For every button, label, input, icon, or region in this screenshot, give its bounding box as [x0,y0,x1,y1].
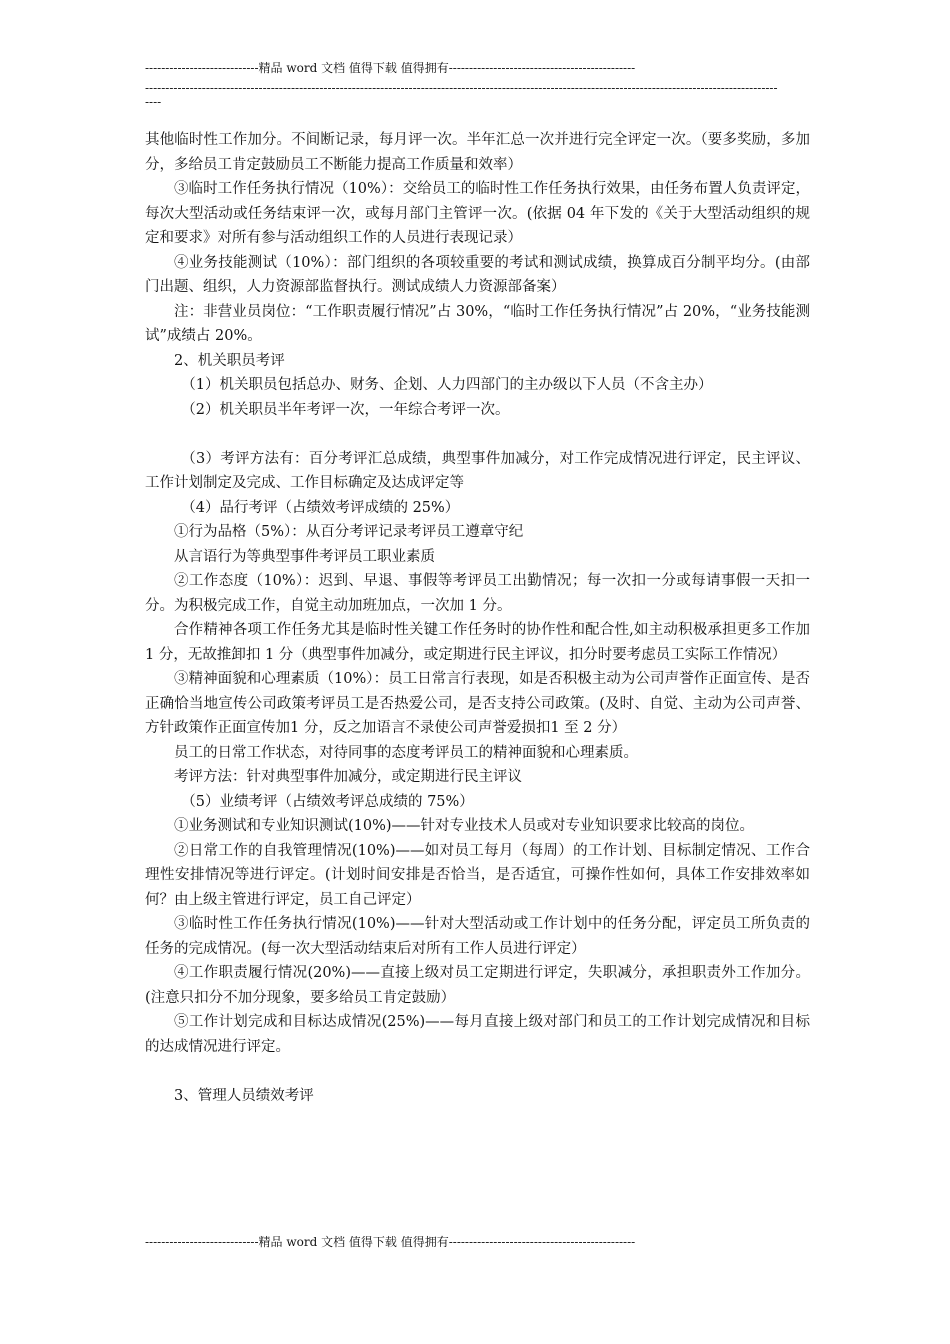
blank-line [145,1059,810,1084]
header-divider: ------------------------------------------------------------------------------------------------------------------------------------------------------------ [145,81,778,95]
header-banner: ----------------------------精品 word 文档 值得下载 值得拥有---------------------------------------------- [145,61,636,75]
paragraph: 注：非营业员岗位：“工作职责履行情况”占 30%，“临时工作任务执行情况”占 20%，“业务技能测试”成绩占 20%。 [145,303,810,344]
paragraph: 员工的日常工作状态，对待同事的态度考评员工的精神面貌和心理素质。 [174,744,638,761]
paragraph: （5）业绩考评（占绩效考评总成绩的 75%） [181,793,474,810]
paragraph: 3、管理人员绩效考评 [174,1087,314,1104]
paragraph: 从言语行为等典型事件考评员工职业素质 [174,548,435,565]
paragraph: （1）机关职员包括总办、财务、企划、人力四部门的主办级以下人员（不含主办） [181,377,713,393]
paragraph: ④工作职责履行情况(20%)——直接上级对员工定期进行评定，失职减分，承担职责外工作加分。(注意只扣分不加分现象，要多给员工肯定鼓励） [145,965,810,1006]
paragraph: ①行为品格（5%）：从百分考评记录考评员工遵章守纪 [174,524,524,540]
paragraph: （4）品行考评（占绩效考评成绩的 25%） [181,499,460,516]
header-divider-tail: ---- [145,95,162,109]
paragraph: 2、机关职员考评 [174,352,285,369]
paragraph: ③临时性工作任务执行情况(10%)——针对大型活动或工作计划中的任务分配，评定员工所负责的任务的完成情况。(每一次大型活动结束后对所有工作人员进行评定） [145,916,810,957]
paragraph: ⑤工作计划完成和目标达成情况(25%)——每月直接上级对部门和员工的工作计划完成情况和目标的达成情况进行评定。 [145,1014,810,1055]
paragraph: 其他临时性工作加分。不间断记录，每月评一次。半年汇总一次并进行完全评定一次。（要多奖励，多加分，多给员工肯定鼓励员工不断能力提高工作质量和效率） [145,132,810,173]
paragraph: ④业务技能测试（10%）：部门组织的各项较重要的考试和测试成绩，换算成百分制平均分。(由部门出题、组织，人力资源部监督执行。测试成绩人力资源部备案） [145,254,810,295]
blank-line [145,422,810,447]
paragraph: （3）考评方法有：百分考评汇总成绩，典型事件加减分，对工作完成情况进行评定，民主评议、工作计划制定及完成、工作目标确定及达成评定等 [145,450,810,491]
paragraph: ②日常工作的自我管理情况(10%)——如对员工每月（每周）的工作计划、目标制定情况、工作合理性安排情况等进行评定。(计划时间安排是否恰当，是否适宜，可操作性如何，具体工作安排效率如何？由上级主管进行评定，员工自己评定） [145,842,810,908]
footer-banner: ----------------------------精品 word 文档 值得下载 值得拥有---------------------------------------------- [145,1235,636,1249]
document-body [145,128,810,1108]
paragraph: （2）机关职员半年考评一次，一年综合考评一次。 [181,401,510,418]
paragraph: 考评方法：针对典型事件加减分，或定期进行民主评议 [174,769,522,785]
paragraph: 合作精神各项工作任务尤其是临时性关键工作任务时的协作性和配合性,如主动积极承担更多工作加 1 分，无故推卸扣 1 分（典型事件加减分，或定期进行民主评议，扣分时要考虑员工实际工作情况） [145,622,810,663]
paragraph: ②工作态度（10%）：迟到、早退、事假等考评员工出勤情况；每一次扣一分或每请事假一天扣一分。为积极完成工作，自觉主动加班加点，一次加 1 分。 [145,573,810,614]
paragraph: ①业务测试和专业知识测试(10%)——针对专业技术人员或对专业知识要求比较高的岗位。 [174,818,755,834]
paragraph: ③临时工作任务执行情况（10%）：交给员工的临时性工作任务执行效果，由任务布置人负责评定，每次大型活动或任务结束评一次，或每月部门主管评一次。(依据 04 年下发的《关于大型活动组织的规定和要求》对所有参与活动组织工作的人员进行表现记录） [145,181,810,246]
paragraph: ③精神面貌和心理素质（10%）：员工日常言行表现，如是否积极主动为公司声誉作正面宣传、是否正确恰当地宣传公司政策考评员工是否热爱公司，是否支持公司政策。(及时、自觉、主动为公司声誉、方针政策作正面宣传加1 分，反之加语言不录使公司声誉爱损扣1 至 2 分） [145,671,810,736]
